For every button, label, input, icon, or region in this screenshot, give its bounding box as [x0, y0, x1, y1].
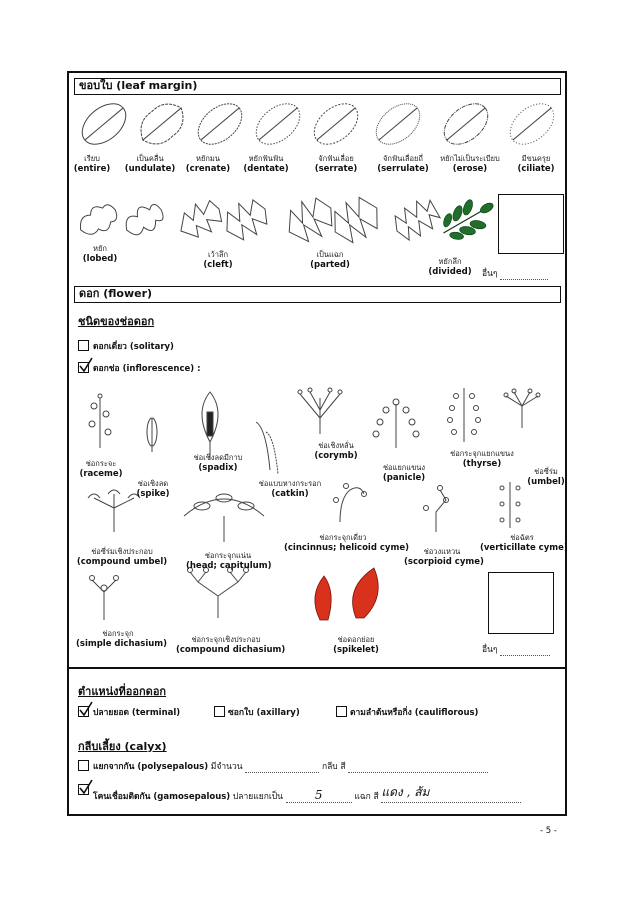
label-erose: หยักไม่เป็นระเบียบ (erose) — [440, 154, 500, 174]
axillary-checkbox[interactable] — [214, 706, 225, 717]
cauliflorous-checkbox[interactable] — [336, 706, 347, 717]
inflorescence-other-box — [488, 572, 554, 634]
label-serrate: จักฟันเลื่อย (serrate) — [314, 154, 358, 174]
leaf-parted2-icon — [325, 191, 387, 250]
thyrse-icon — [448, 388, 481, 442]
label-compound-dichasium: ช่อกระจุกเชิงประกอบ (compound dichasium) — [176, 635, 286, 655]
polysepalous-color-field[interactable] — [348, 772, 488, 773]
polysepalous-checkbox[interactable] — [78, 760, 89, 771]
section-header-leaf-margin: ขอบใบ (leaf margin) — [74, 78, 561, 95]
umbel-icon — [504, 389, 540, 428]
label-spikelet: ช่อดอกย่อย (spikelet) — [333, 635, 379, 655]
simple-dichasium-icon — [90, 576, 119, 621]
subheading-inflorescence-type: ชนิดของช่อดอก — [78, 315, 155, 328]
polysepalous-count-label: มีจำนวน — [210, 762, 243, 772]
label-crenate: หยักมน (crenate) — [185, 154, 231, 174]
solitary-label: ดอกเดี่ยว (solitary) — [93, 342, 174, 352]
leaf-lobed2-icon — [120, 199, 168, 242]
leaf-cleft2-icon — [218, 193, 274, 246]
label-verticillate-cyme: ช่อฉัตร (verticillate cyme) — [480, 533, 568, 553]
inflorescence-label: ดอกช่อ (inflorescence) : — [93, 364, 201, 374]
label-umbel: ช่อซี่ร่ม (umbel) — [527, 467, 565, 487]
label-spadix: ช่อเชิงลดมีกาบ (spadix) — [193, 453, 243, 473]
compound-dichasium-icon — [188, 568, 249, 619]
label-compound-umbel: ช่อซี่ร่มเชิงประกอบ (compound umbel) — [76, 547, 168, 567]
leaf-lobed-icon — [74, 199, 122, 242]
inflorescence-other-line[interactable]: อื่นๆ — [482, 642, 550, 656]
panicle-icon — [373, 399, 419, 448]
polysepalous-count-field[interactable] — [245, 772, 319, 773]
scorpioid-cyme-icon — [424, 486, 449, 533]
divider-position — [69, 667, 565, 669]
inflorescence-checkbox[interactable] — [78, 362, 89, 373]
leaf-illustrations-row1 — [74, 96, 564, 154]
cauliflorous-label: ตามลำต้นหรือกิ่ง (cauliflorous) — [350, 708, 479, 718]
label-serrulate: จักฟันเลื่อยถี่ (serrulate) — [377, 154, 429, 174]
raceme-icon — [89, 394, 111, 448]
axillary-label: ซอกใบ (axillary) — [228, 708, 300, 718]
gamosepalous-label: โคนเชื่อมติดกัน (gamosepalous) — [93, 792, 231, 802]
solitary-checkbox[interactable] — [78, 340, 89, 351]
label-corymb: ช่อเชิงหลั่น (corymb) — [314, 441, 358, 461]
gamosepalous-tip-label: ปลายแยกเป็น — [232, 792, 283, 802]
label-thyrse: ช่อกระจุกแยกแขนง (thyrse) — [450, 449, 514, 469]
subheading-calyx: กลีบเลี้ยง (calyx) — [78, 740, 167, 753]
corymb-icon — [298, 388, 342, 434]
leaf-divided-icon — [389, 195, 443, 245]
spadix-icon — [202, 392, 218, 460]
polysepalous-color-label: กลีบ สี — [321, 762, 346, 772]
label-scorpioid-cyme: ช่อวงแหวน (scorpioid cyme) — [404, 547, 484, 567]
label-simple-dichasium: ช่อกระจุก (simple dichasium) — [76, 629, 168, 649]
page-number: - 5 - — [540, 826, 557, 836]
label-undulate: เป็นคลื่น (undulate) — [124, 154, 176, 174]
label-catkin: ช่อแบบหางกระรอก (catkin) — [258, 479, 322, 499]
subheading-flower-position: ตำแหน่งที่ออกดอก — [78, 685, 167, 698]
gamosepalous-checkbox[interactable] — [78, 784, 89, 795]
label-cleft: เว้าลึก (cleft) — [203, 250, 233, 270]
catkin-icon — [256, 422, 278, 474]
verticillate-cyme-icon — [500, 482, 520, 528]
label-cincinnus: ช่อกระจุกเดี่ยว (cincinnus; helicoid cyme) — [284, 533, 409, 553]
head-capitulum-icon — [184, 494, 264, 542]
label-dentate: หยักฟันฟัน (dentate) — [243, 154, 289, 174]
spike-icon — [147, 418, 157, 452]
label-raceme: ช่อกระจะ (raceme) — [79, 459, 123, 479]
gamosepalous-tip-field[interactable]: 5 — [286, 788, 352, 803]
leaf-illustrations-row2 — [74, 196, 494, 246]
check-mark-icon — [79, 780, 93, 794]
leaf-parted-icon — [279, 191, 341, 250]
polysepalous-row — [93, 759, 488, 773]
label-panicle: ช่อแยกแขนง (panicle) — [382, 463, 426, 483]
label-lobed: หยัก (lobed) — [82, 244, 118, 264]
label-parted: เป็นแฉก (parted) — [310, 250, 350, 270]
terminal-checkbox[interactable] — [78, 706, 89, 717]
leaf-margin-other-box — [498, 194, 564, 254]
label-divided: หยักลึก (divided) — [428, 257, 472, 277]
label-spike: ช่อเชิงลด (spike) — [136, 479, 170, 499]
gamosepalous-row — [93, 783, 521, 803]
cincinnus-icon — [334, 484, 367, 523]
gamosepalous-color-label: แฉก สี — [354, 792, 379, 802]
spikelet-icon — [315, 568, 378, 620]
gamosepalous-color-field[interactable]: แดง , ส้ม — [381, 783, 521, 803]
leaf-cleft-icon — [173, 195, 227, 245]
polysepalous-label: แยกจากกัน (polysepalous) — [93, 762, 209, 772]
terminal-label: ปลายยอด (terminal) — [93, 708, 181, 718]
label-entire: เรียบ (entire) — [73, 154, 111, 174]
check-mark-icon — [79, 358, 93, 372]
section-header-flower: ดอก (flower) — [74, 286, 561, 303]
check-mark-icon — [79, 702, 93, 716]
leaf-margin-other-line[interactable]: อื่นๆ — [482, 266, 548, 280]
leaf-divided-green-icon — [434, 189, 502, 249]
label-head-capitulum: ช่อกระจุกแน่น (head; capitulum) — [186, 551, 272, 571]
label-ciliate: มีขนครุย (ciliate) — [517, 154, 555, 174]
